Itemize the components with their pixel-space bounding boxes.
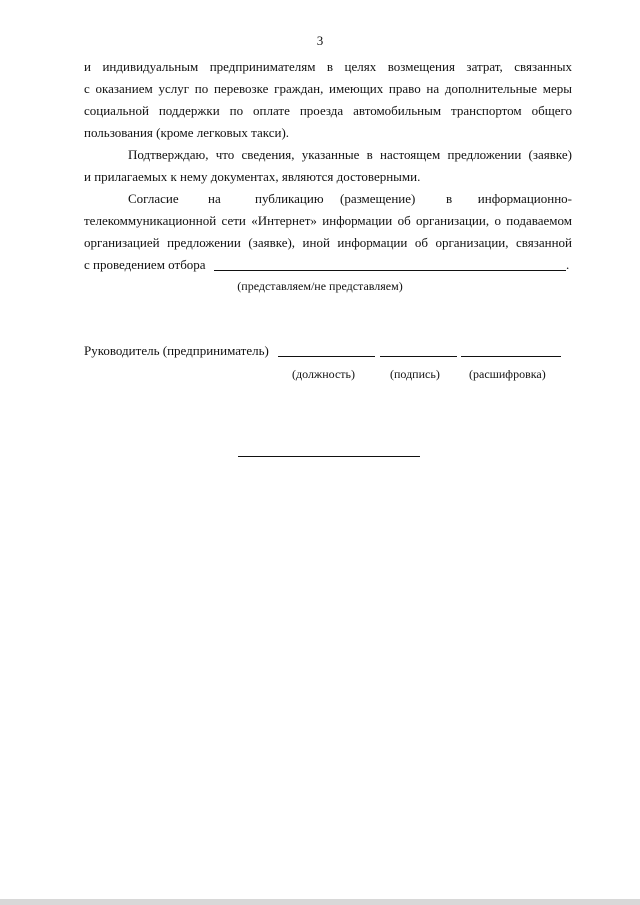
word-soglasie: Согласие bbox=[128, 191, 179, 206]
paragraph-line: организацией предложении (заявке), иной информации об организации, связанной bbox=[84, 235, 572, 250]
selection-hint: (представляем/не представляем) bbox=[237, 279, 403, 293]
paragraph-line: и прилагаемых к нему документах, являются достоверными. bbox=[84, 169, 421, 184]
paragraph-line: пользования (кроме легковых такси). bbox=[84, 125, 290, 140]
closing-divider bbox=[238, 456, 420, 457]
selection-fill-line[interactable] bbox=[214, 270, 566, 271]
position-caption: (должность) bbox=[292, 367, 355, 381]
word-placement: (размещение) bbox=[340, 191, 416, 206]
page-number: 3 bbox=[316, 33, 324, 48]
selection-text: с проведением отбора bbox=[84, 257, 206, 272]
word-na: на bbox=[208, 191, 221, 206]
signature-caption: (подпись) bbox=[390, 367, 440, 381]
full-name-caption: (расшифровка) bbox=[469, 367, 546, 381]
signature-label: Руководитель (предприниматель) bbox=[84, 343, 269, 358]
page-bottom-edge bbox=[0, 899, 640, 905]
paragraph-line: и индивидуальным предпринимателям в целях возмещения затрат, связанных bbox=[84, 59, 572, 74]
word-publication: публикацию bbox=[255, 191, 324, 206]
word-information: информационно- bbox=[477, 191, 572, 206]
selection-line-end: . bbox=[566, 257, 570, 272]
paragraph-line: Подтверждаю, что сведения, указанные в настоящем предложении (заявке) bbox=[128, 147, 572, 162]
signature-line[interactable] bbox=[380, 356, 457, 357]
paragraph-line: социальной поддержки по оплате проезда автомобильным транспортом общего bbox=[84, 103, 572, 118]
full-name-line[interactable] bbox=[461, 356, 561, 357]
word-v: в bbox=[446, 191, 453, 206]
paragraph-line: телекоммуникационной сети «Интернет» информации об организации, о подаваемом bbox=[84, 213, 572, 228]
paragraph-line: с оказанием услуг по перевозке граждан, имеющих право на дополнительные меры bbox=[84, 81, 572, 96]
position-line[interactable] bbox=[278, 356, 375, 357]
